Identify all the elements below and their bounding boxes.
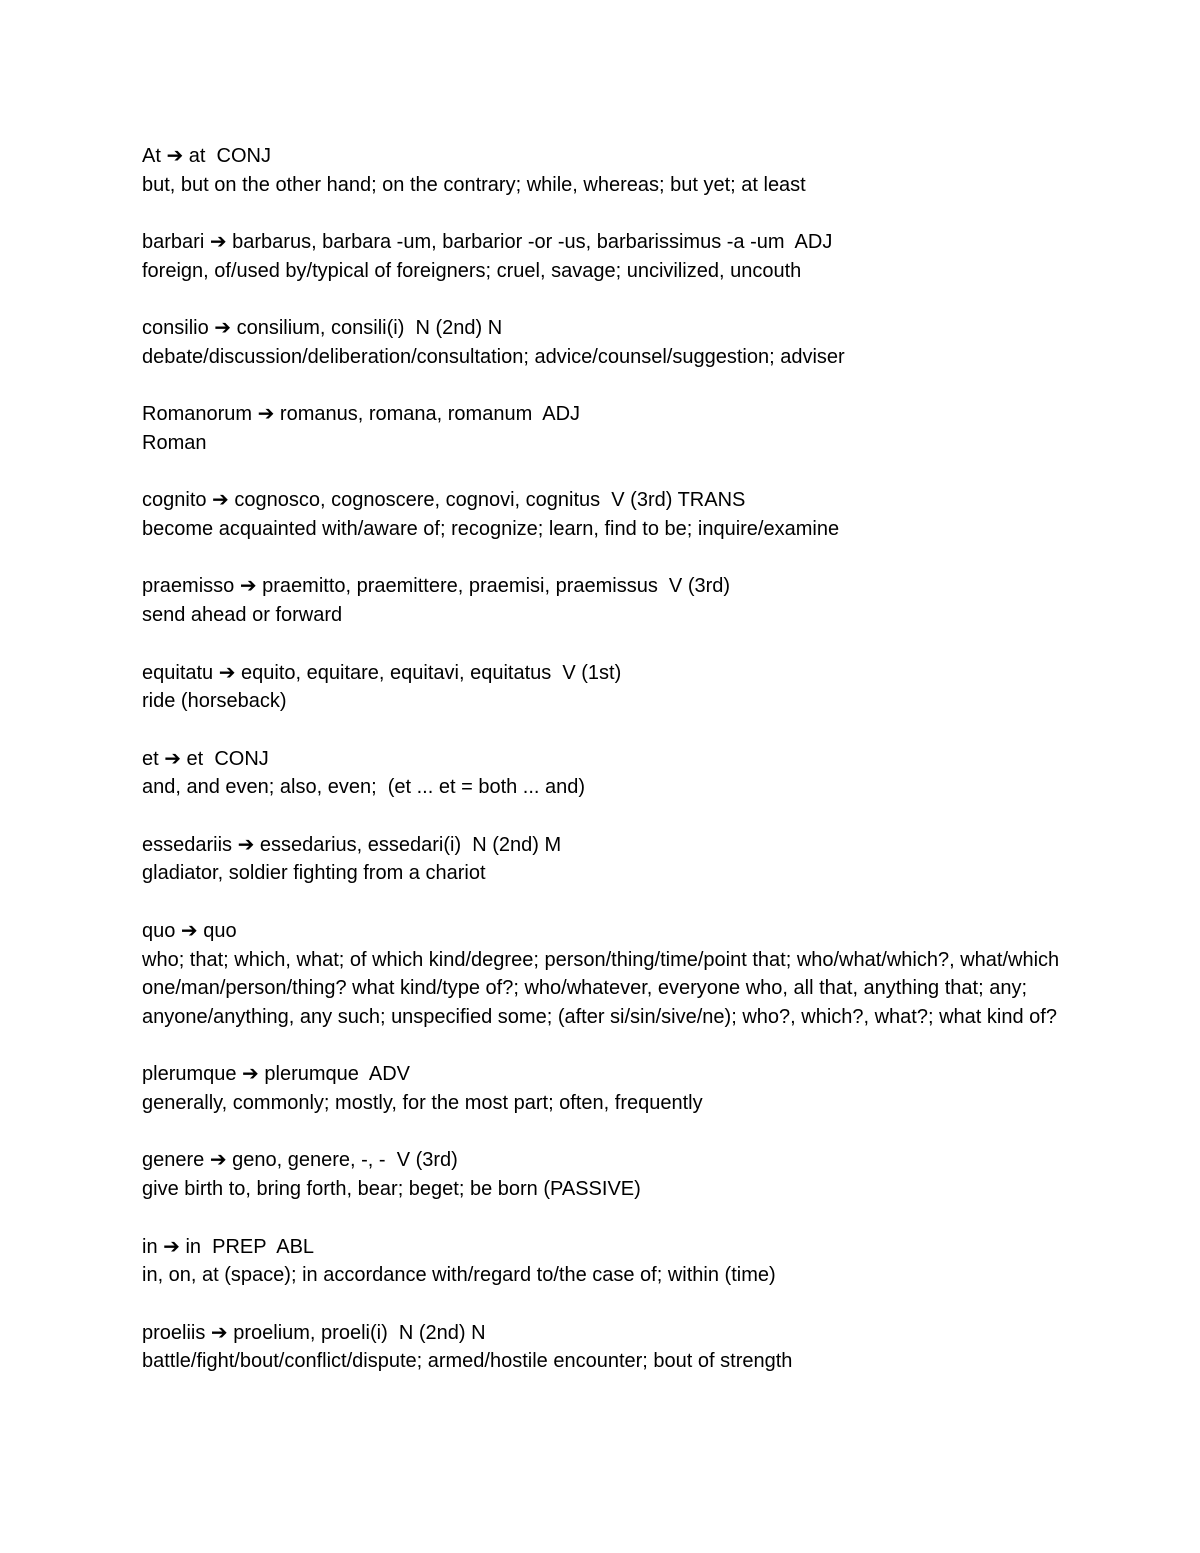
entry-headword: essedariis ➔ essedarius, essedari(i) N (2nd) M [142,833,562,856]
entry-definition: debate/discussion/deliberation/consultation; advice/counsel/suggestion; adviser [142,345,845,368]
entry-headword: genere ➔ geno, genere, -, - V (3rd) [142,1149,458,1172]
entry-headword: in ➔ in PREP ABL [142,1235,315,1258]
entry-headword: consilio ➔ consilium, consili(i) N (2nd) N [142,317,503,340]
entry-definition: generally, commonly; mostly, for the most part; often, frequently [142,1092,703,1115]
entry-headword: plerumque ➔ plerumque ADV [142,1063,411,1086]
entry-headword: praemisso ➔ praemitto, praemittere, praemisi, praemissus V (3rd) [142,575,731,598]
entry-headword: equitatu ➔ equito, equitare, equitavi, equitatus V (1st) [142,661,622,684]
entry-definition: and, and even; also, even; (et ... et = both ... and) [142,776,586,799]
vocabulary-list [142,142,1072,1405]
entry-definition: gladiator, soldier fighting from a chariot [142,862,486,885]
entry-definition: Roman [142,431,207,454]
vocab-entry [142,228,1072,285]
entry-headword: At ➔ at CONJ [142,145,272,167]
vocab-entry [142,400,1072,457]
vocab-entry [142,1233,1072,1290]
vocab-entry [142,917,1072,1032]
vocab-entry [142,1146,1072,1203]
vocab-entry [142,1060,1072,1117]
entry-definition: send ahead or forward [142,604,343,627]
vocab-entry [142,572,1072,629]
vocab-entry [142,486,1072,543]
entry-definition: in, on, at (space); in accordance with/regard to/the case of; within (time) [142,1264,776,1287]
vocab-entry [142,831,1072,888]
entry-headword: proeliis ➔ proelium, proeli(i) N (2nd) N [142,1321,486,1344]
vocab-entry [142,745,1072,802]
entry-definition: ride (horseback) [142,690,287,713]
entry-headword: cognito ➔ cognosco, cognoscere, cognovi, cognitus V (3rd) TRANS [142,489,746,512]
entry-definition: foreign, of/used by/typical of foreigners; cruel, savage; uncivilized, uncouth [142,259,802,282]
entry-headword: barbari ➔ barbarus, barbara -um, barbarior -or -us, barbarissimus -a -um ADJ [142,231,833,254]
entry-headword: quo ➔ quo [142,919,237,942]
entry-definition: give birth to, bring forth, bear; beget; be born (PASSIVE) [142,1178,641,1201]
vocab-entry [142,142,1072,199]
vocab-entry [142,1319,1072,1376]
vocab-entry [142,659,1072,716]
entry-headword: Romanorum ➔ romanus, romana, romanum ADJ [142,403,581,426]
entry-headword: et ➔ et CONJ [142,747,269,770]
entry-definition: who; that; which, what; of which kind/degree; person/thing/time/point that; who/what/which?, what/which one/man/person/thing? what kind/type of?; who/whatever, everyone who, all that, anything that; any; anyone/anything, any such; unspecified some; (after si/sin/sive/ne); who?, which?, what?; what kind of? [142,948,1065,1028]
vocab-entry [142,314,1072,371]
entry-definition: but, but on the other hand; on the contrary; while, whereas; but yet; at least [142,173,806,196]
entry-definition: become acquainted with/aware of; recognize; learn, find to be; inquire/examine [142,518,840,541]
entry-definition: battle/fight/bout/conflict/dispute; armed/hostile encounter; bout of strength [142,1350,793,1373]
